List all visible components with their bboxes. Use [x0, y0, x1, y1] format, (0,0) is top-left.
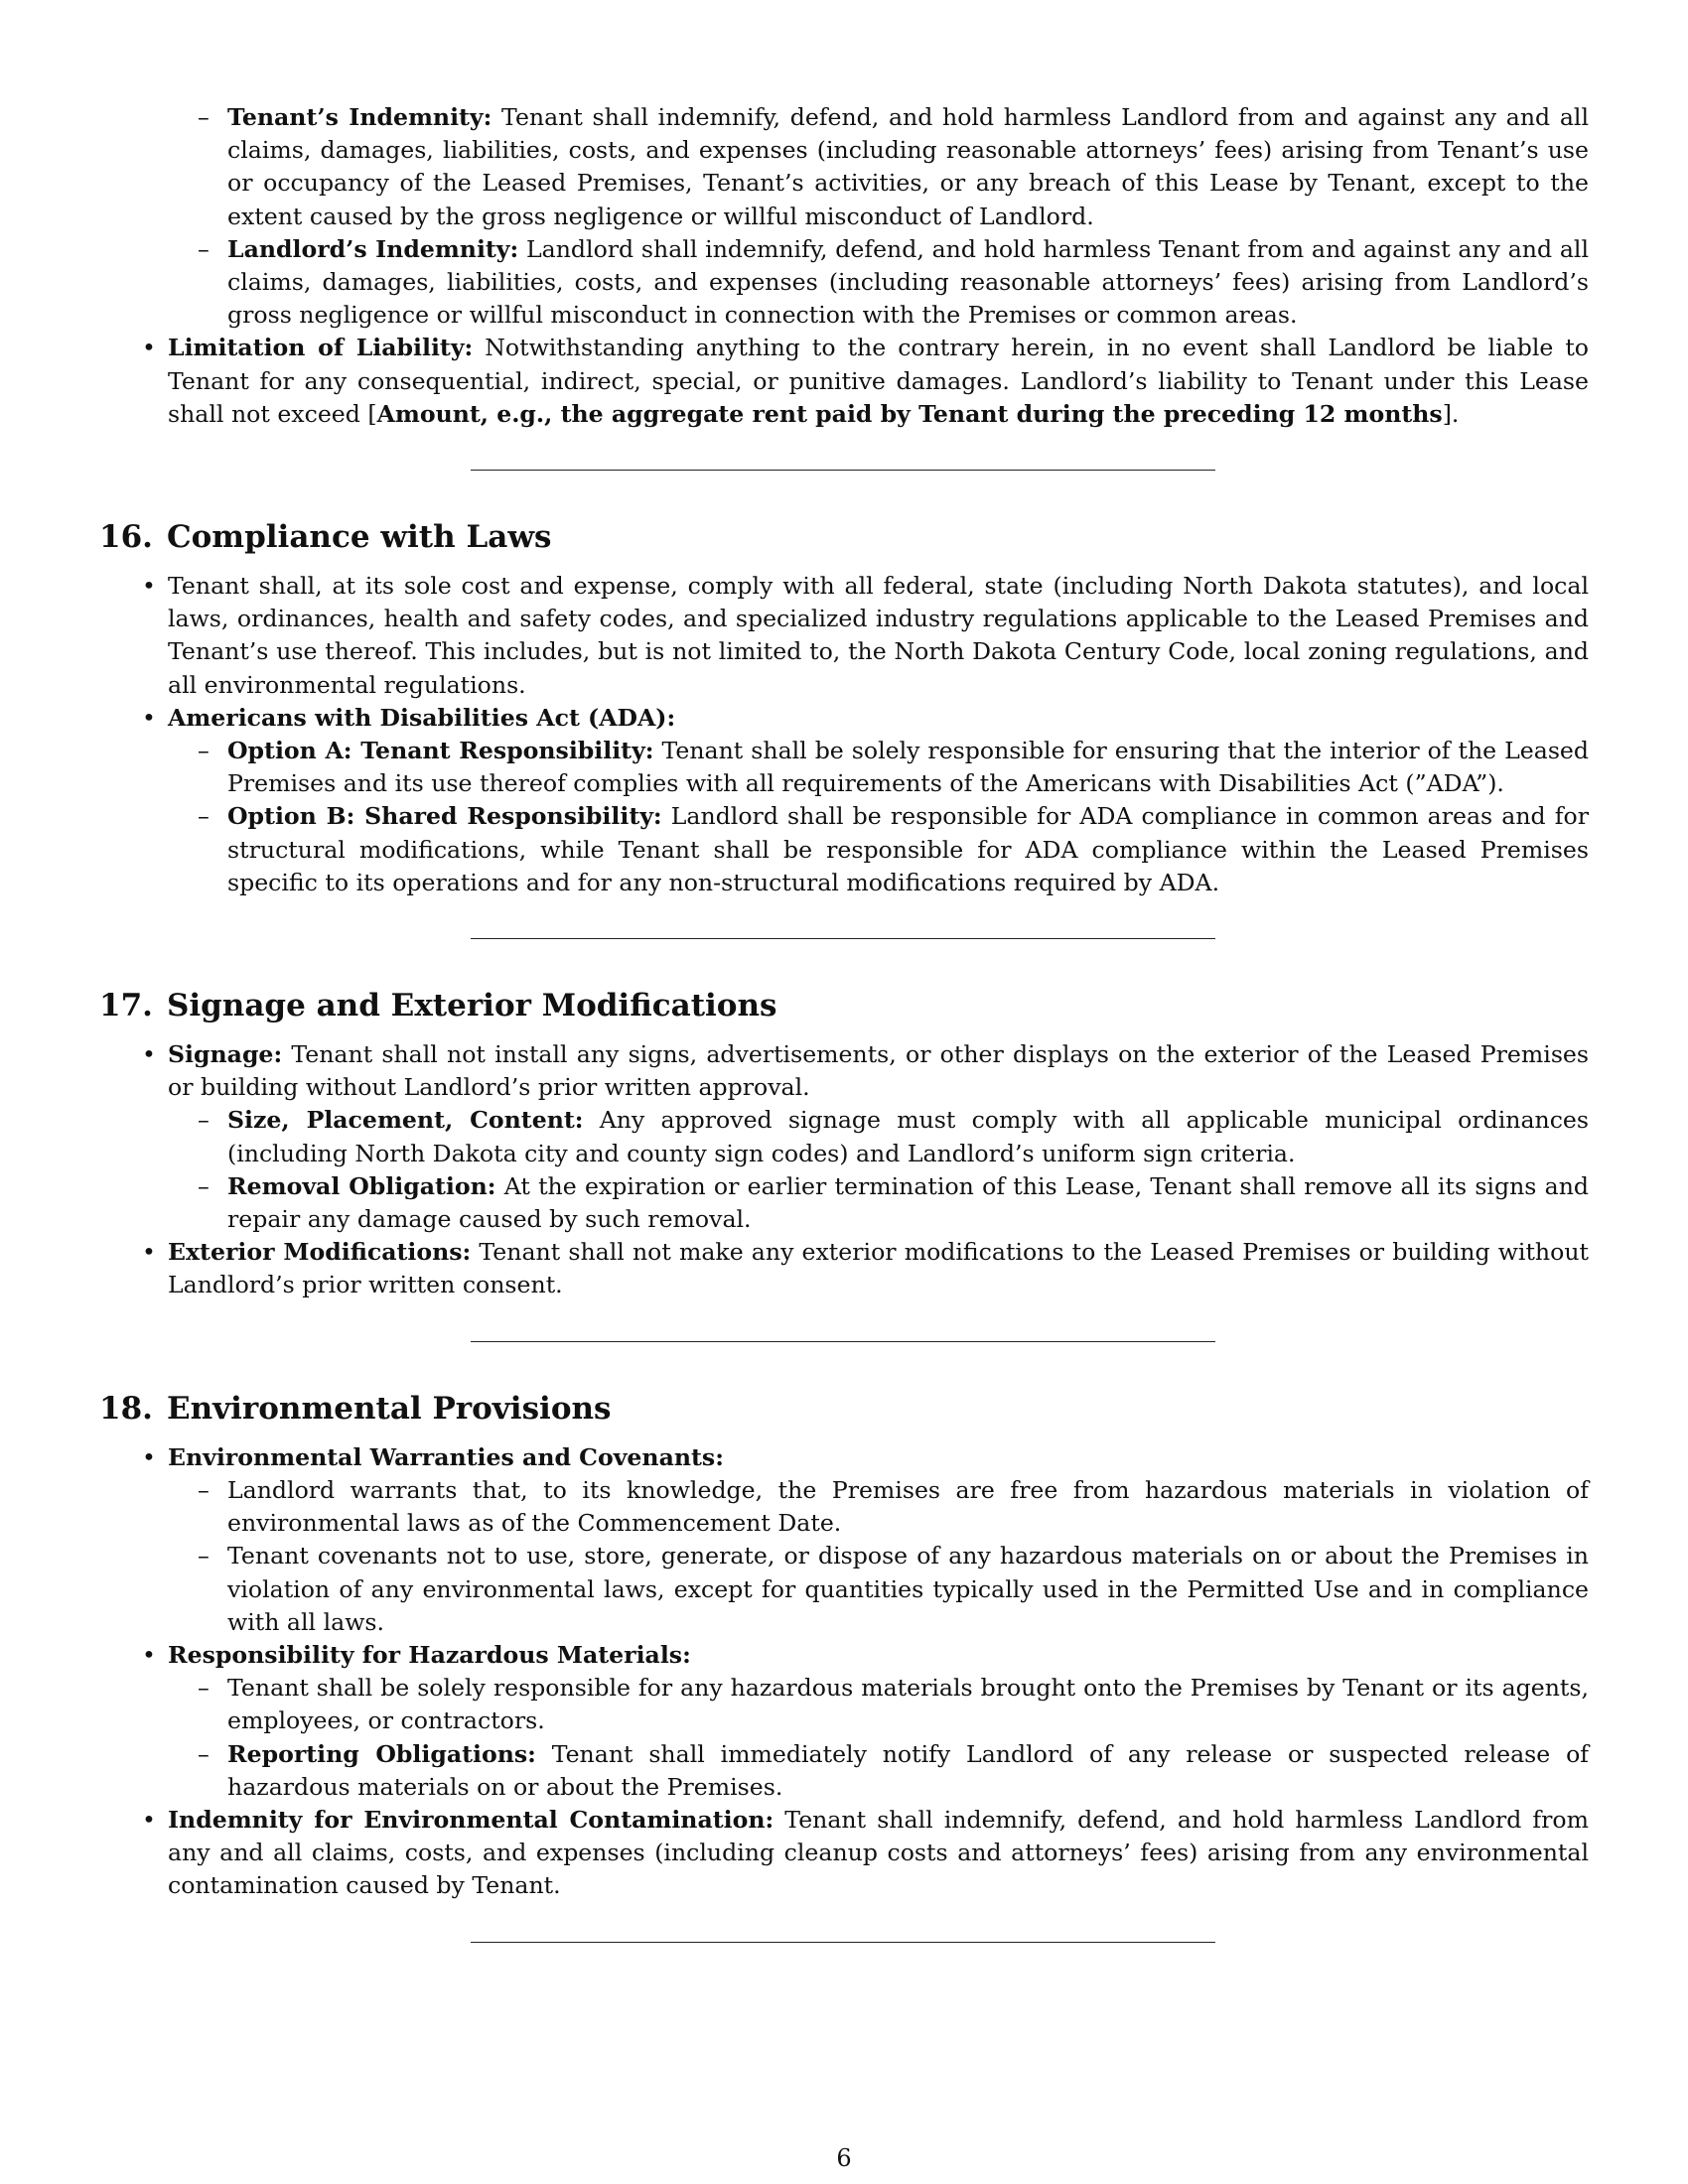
list-item [198, 1540, 1589, 1639]
list-item [198, 735, 1589, 800]
item-text: Landlord warrants that, to its knowledge, the Premises are free from hazardous materials in violation of environmental laws as of the Commencement Date. [227, 1475, 1589, 1538]
item-text: Any approved signage must comply with all applicable municipal ordinances (including North Dakota city and county sign codes) and Landlord’s uniform sign criteria. [227, 1106, 1589, 1167]
item-text: Notwithstanding anything to the contrary herein, in no event shall Landlord be liable to Tenant for any consequential, indirect, special, or punitive damages. Landlord’s liability to Tenant under this Lease shall not exceed [ [168, 334, 1590, 428]
section-title: Signage and Exterior Modifications [166, 988, 777, 1024]
item-label: Exterior Modifications: [168, 1238, 472, 1267]
dash-marker: – [198, 1542, 210, 1570]
item-text: Tenant shall be solely responsible for any hazardous materials brought onto the Premises by Tenant or its agents, employees, or contractors. [227, 1674, 1589, 1735]
list-item [198, 1104, 1589, 1169]
item-label: Tenant’s Indemnity: [227, 103, 492, 131]
list-item [142, 1038, 1589, 1104]
item-label: Option B: Shared Responsibility: [227, 802, 662, 831]
list-item [198, 1672, 1589, 1737]
bullet-marker: • [142, 572, 156, 601]
section-divider [471, 470, 1215, 471]
section-heading-17 [99, 986, 1589, 1025]
dash-marker: – [198, 1739, 210, 1768]
list-item [142, 1639, 1589, 1672]
list-item [142, 570, 1589, 702]
indemnity-list [99, 101, 1589, 431]
item-bold-amount: Amount, e.g., the aggregate rent paid by Tenant during the preceding 12 months [376, 399, 1443, 428]
item-text: Tenant shall not install any signs, advertisements, or other displays on the exterior of the Leased Premises or building without Landlord’s prior written approval. [168, 1040, 1589, 1102]
dash-marker: – [198, 234, 210, 263]
dash-marker: – [198, 802, 210, 831]
section-divider [471, 1942, 1215, 1943]
dash-marker: – [198, 1674, 210, 1703]
list-item [198, 233, 1589, 333]
item-text: Tenant shall indemnify, defend, and hold harmless Landlord from any and all claims, costs, and expenses (including cleanup costs and attorneys’ fees) arising from any environmental contamination caused by Tenant. [168, 1805, 1589, 1900]
bullet-marker: • [142, 1640, 156, 1669]
item-label: Indemnity for Environmental Contamination: [168, 1805, 774, 1834]
section-heading-16 [99, 517, 1589, 557]
item-tail: ]. [1442, 399, 1460, 428]
section-divider [471, 1341, 1215, 1342]
section-divider [471, 938, 1215, 939]
item-label: Responsibility for Hazardous Materials: [168, 1640, 691, 1669]
item-label: Limitation of Liability: [168, 334, 474, 362]
section-17-list [99, 1038, 1589, 1302]
dash-marker: – [198, 103, 210, 131]
bullet-marker: • [142, 1238, 156, 1267]
dash-marker: – [198, 737, 210, 765]
list-item [142, 1236, 1589, 1301]
item-text: Landlord shall be responsible for ADA compliance in common areas and for structural modifications, while Tenant shall be responsible for ADA compliance within the Leased Premises specific to its operations and for any non-structural modifications required by ADA. [227, 802, 1589, 896]
list-item [198, 1738, 1590, 1804]
item-label: Option A: Tenant Responsibility: [227, 737, 654, 765]
list-item [198, 101, 1589, 233]
bullet-marker: • [142, 334, 156, 362]
section-title: Compliance with Laws [166, 519, 552, 556]
bullet-marker: • [142, 1040, 156, 1069]
page-number: 6 [836, 2144, 852, 2172]
section-heading-18 [99, 1389, 1589, 1429]
dash-marker: – [198, 1106, 210, 1135]
dash-marker: – [198, 1475, 210, 1504]
dash-marker: – [198, 1171, 210, 1200]
bullet-marker: • [142, 1442, 156, 1471]
section-number: 17. [99, 988, 153, 1024]
list-item [142, 1441, 1589, 1474]
item-label: Environmental Warranties and Covenants: [168, 1442, 724, 1471]
item-text: Tenant shall not make any exterior modifications to the Leased Premises or building without Landlord’s prior written consent. [168, 1238, 1589, 1299]
bullet-marker: • [142, 703, 156, 732]
list-item [142, 1804, 1589, 1903]
item-label: Size, Placement, Content: [227, 1106, 584, 1135]
item-label: Signage: [168, 1040, 283, 1069]
section-number: 18. [99, 1390, 153, 1427]
item-label: Americans with Disabilities Act (ADA): [168, 703, 676, 732]
list-item [142, 332, 1590, 431]
item-text: Tenant shall indemnify, defend, and hold harmless Landlord from and against any and all claims, damages, liabilities, costs, and expenses (including reasonable attorneys’ fees) arising from Tenant’s use or occupancy of the Leased Premises, Tenant’s activities, or any breach of this Lease by Tenant, except to the extent caused by the gross negligence or willful misconduct of Landlord. [227, 103, 1589, 230]
bullet-marker: • [142, 1805, 156, 1834]
item-text: Landlord shall indemnify, defend, and hold harmless Tenant from and against any and all claims, damages, liabilities, costs, and expenses (including reasonable attorneys’ fees) arising from Landlord’s gross negligence or willful misconduct in connection with the Premises or common areas. [227, 234, 1589, 330]
item-text: Tenant shall be solely responsible for ensuring that the interior of the Leased Premises and its use thereof complies with all requirements of the Americans with Disabilities Act (”ADA”). [227, 737, 1589, 798]
list-item [198, 800, 1589, 899]
item-label: Reporting Obligations: [227, 1739, 536, 1768]
item-text: Tenant covenants not to use, store, generate, or dispose of any hazardous materials on or about the Premises in violation of any environmental laws, except for quantities typically used in the Permitted Use and in compliance with all laws. [227, 1542, 1589, 1636]
item-text: At the expiration or earlier termination of this Lease, Tenant shall remove all its signs and repair any damage caused by such removal. [227, 1171, 1589, 1234]
section-title: Environmental Provisions [166, 1390, 612, 1427]
section-16-list [99, 570, 1589, 899]
item-text: Tenant shall immediately notify Landlord of any release or suspected release of hazardous materials on or about the Premises. [227, 1739, 1590, 1801]
item-label: Removal Obligation: [227, 1171, 496, 1200]
page-body [99, 101, 1589, 1989]
list-item [198, 1170, 1589, 1236]
item-label: Landlord’s Indemnity: [227, 234, 519, 263]
item-text: Tenant shall, at its sole cost and expense, comply with all federal, state (including North Dakota statutes), and local laws, ordinances, health and safety codes, and specialized industry regulations applicable to the Leased Premises and Tenant’s use thereof. This includes, but is not limited to, the North Dakota Century Code, local zoning regulations, and all environmental regulations. [168, 572, 1589, 699]
section-18-list [99, 1441, 1589, 1903]
list-item [198, 1474, 1589, 1540]
list-item [142, 702, 1589, 735]
section-number: 16. [99, 519, 153, 556]
